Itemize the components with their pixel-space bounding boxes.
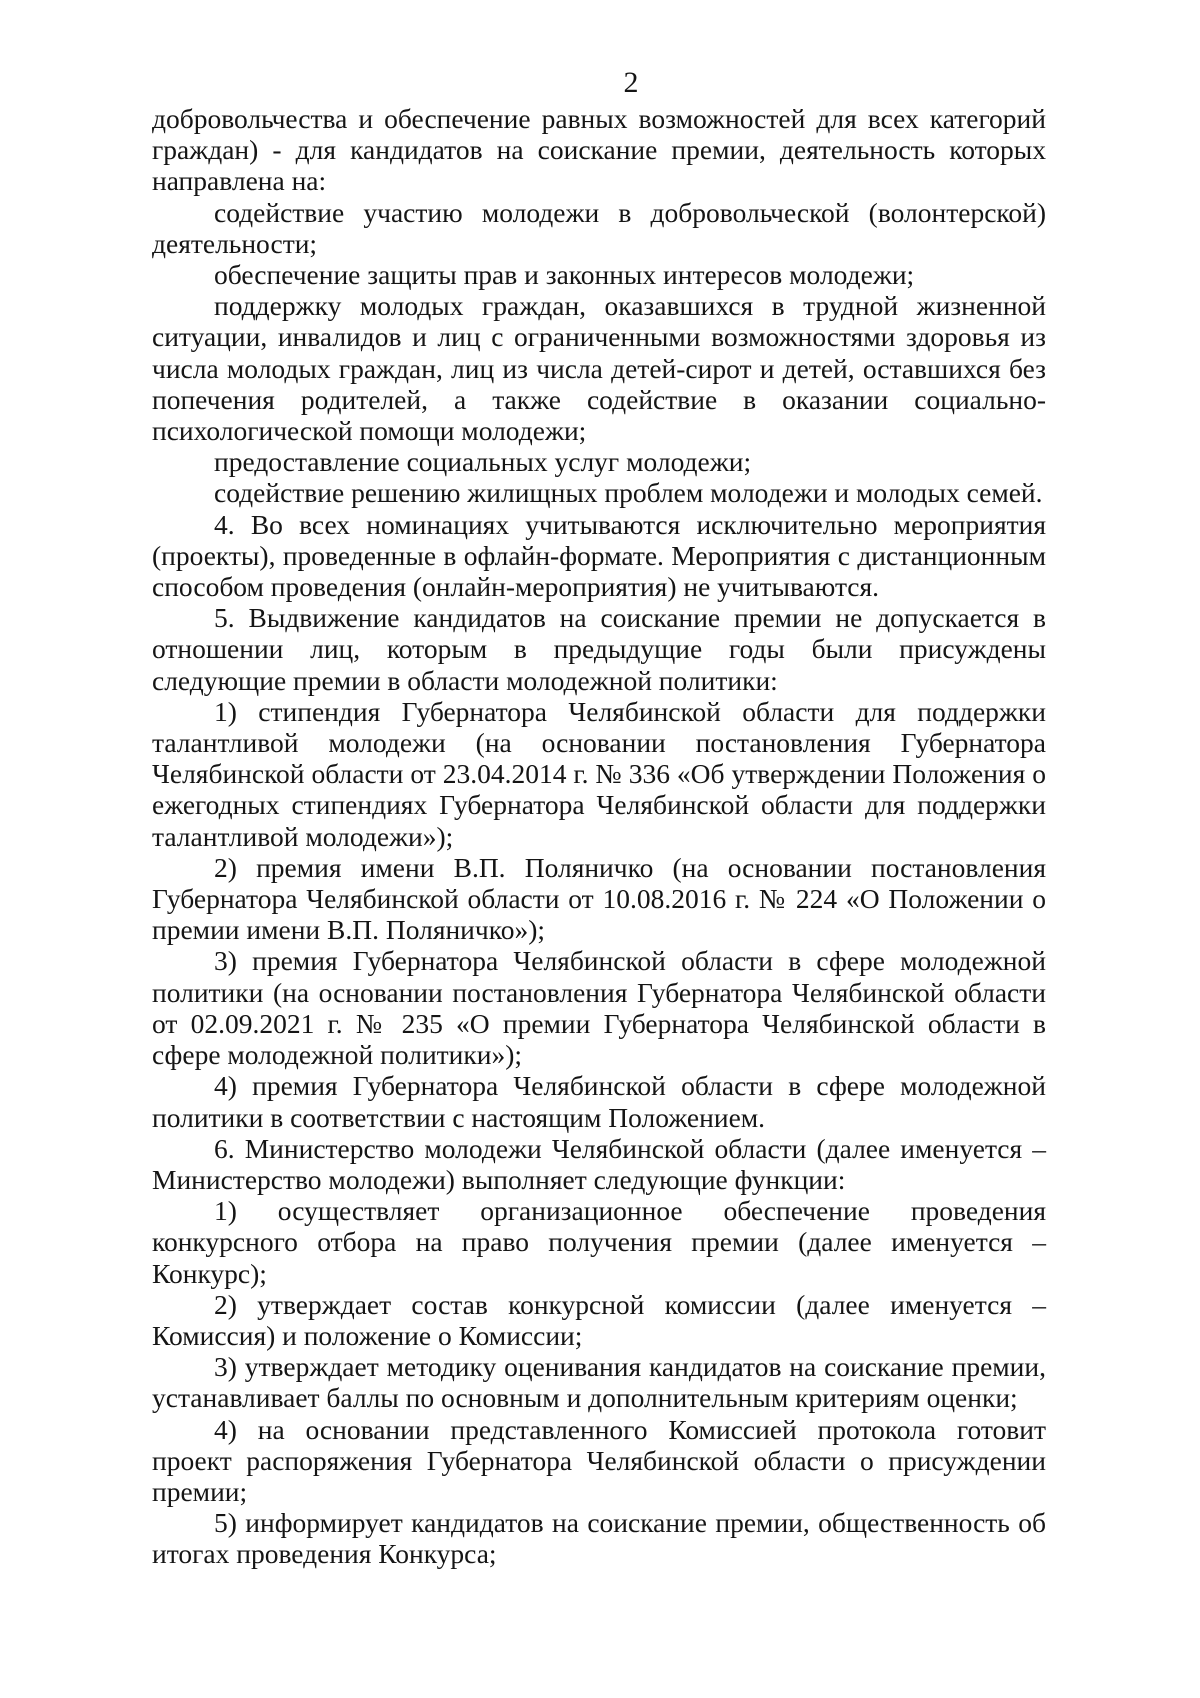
- list-item: 1) стипендия Губернатора Челябинской области для поддержки талантливой молодежи (на основании постановления Губернатора Челябинской области от 23.04.2014 г. № 336 «Об утверждении Положения о ежегодных стипендиях Губернатора Челябинской области для поддержки талантливой молодежи»);: [152, 695, 1046, 852]
- paragraph: содействие участию молодежи в добровольческой (волонтерской) деятельности;: [152, 196, 1046, 259]
- page-number: 2: [623, 66, 639, 99]
- list-item: 2) премия имени В.П. Поляничко (на основании постановления Губернатора Челябинской области от 10.08.2016 г. № 224 «О Положении о премии имени В.П. Поляничко»);: [152, 851, 1046, 946]
- paragraph: содействие решению жилищных проблем молодежи и молодых семей.: [214, 477, 1043, 509]
- list-item: 2) утверждает состав конкурсной комиссии (далее именуется – Комиссия) и положение о Комиссии;: [152, 1288, 1046, 1351]
- list-item: 3) утверждает методику оценивания кандидатов на соискание премии, устанавливает баллы по основным и дополнительным критериям оценки;: [152, 1351, 1046, 1414]
- paragraph: предоставление социальных услуг молодежи;: [214, 446, 752, 478]
- paragraph: 5. Выдвижение кандидатов на соискание премии не допускается в отношении лиц, которым в предыдущие годы были присуждены следующие премии в области молодежной политики:: [152, 602, 1046, 696]
- list-item: 4) на основании представленного Комиссией протокола готовит проект распоряжения Губернатора Челябинской области о присуждении премии;: [152, 1413, 1046, 1507]
- list-item: 5) информирует кандидатов на соискание премии, общественность об итогах проведения Конкурса;: [152, 1507, 1046, 1570]
- paragraph: 6. Министерство молодежи Челябинской области (далее именуется – Министерство молодежи) выполняет следующие функции:: [152, 1132, 1046, 1195]
- paragraph: добровольчества и обеспечение равных возможностей для всех категорий граждан) - для кандидатов на соискание премии, деятельность которых направлена на:: [152, 103, 1046, 197]
- list-item: 3) премия Губернатора Челябинской области в сфере молодежной политики (на основании постановления Губернатора Челябинской области от 02.09.2021 г. № 235 «О премии Губернатора Челябинской области в сфере молодежной политики»);: [152, 945, 1046, 1071]
- paragraph: поддержку молодых граждан, оказавшихся в трудной жизненной ситуации, инвалидов и лиц с ограниченными возможностями здоровья из числа молодых граждан, лиц из числа детей-сирот и детей, оставшихся без попечения родителей, а также содействие в оказании социально-психологической помощи молодежи;: [152, 290, 1046, 447]
- document-body: [152, 103, 1046, 1570]
- paragraph: обеспечение защиты прав и законных интересов молодежи;: [214, 259, 915, 291]
- paragraph: 4. Во всех номинациях учитываются исключительно мероприятия (проекты), проведенные в офлайн-формате. Мероприятия с дистанционным способом проведения (онлайн-мероприятия) не учитываются.: [152, 508, 1046, 603]
- list-item: 4) премия Губернатора Челябинской области в сфере молодежной политики в соответствии с настоящим Положением.: [152, 1070, 1046, 1133]
- list-item: 1) осуществляет организационное обеспечение проведения конкурсного отбора на право получения премии (далее именуется – Конкурс);: [152, 1195, 1046, 1289]
